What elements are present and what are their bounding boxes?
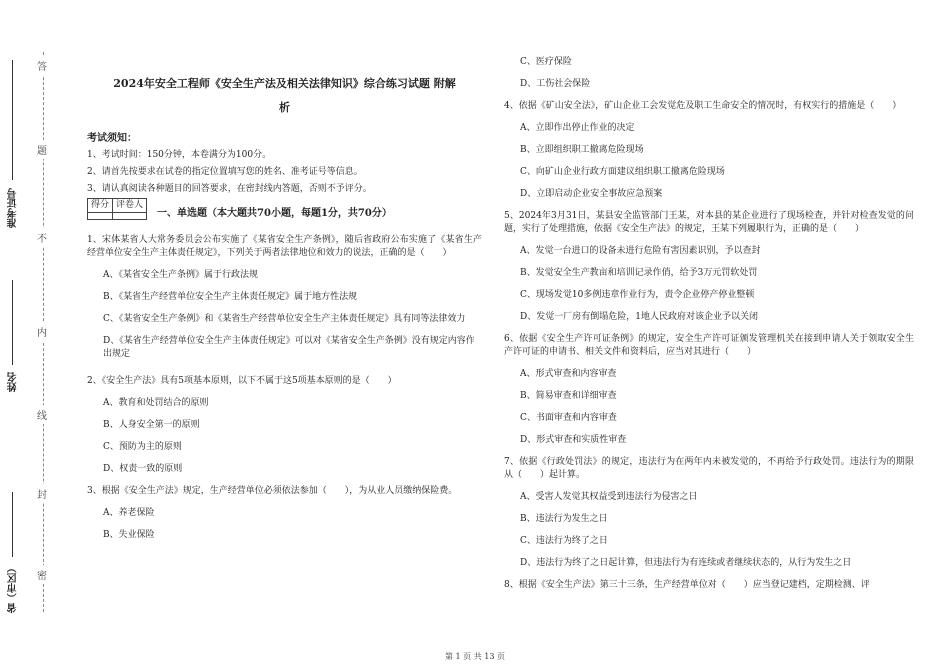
question-option: C、向矿山企业行政方面建议组织职工撤离危险现场 [520, 167, 725, 177]
question-7 [504, 456, 914, 570]
question-option: D、权责一致的原则 [103, 464, 183, 474]
question-3 [87, 485, 482, 542]
question-stem: 2、《安全生产法》具有5项基本原则，以下不属于这5项基本原则的是（ ） [87, 376, 397, 386]
name-label: 姓名 [8, 372, 19, 392]
question-option: A、立即作出停止作业的决定 [520, 123, 635, 133]
region-label: 省（市区） [8, 563, 19, 613]
exam-id-label: 准考证号 [8, 188, 19, 228]
question-stem: 4、依据《矿山安全法》，矿山企业工会发觉危及职工生命安全的情况时，有权实行的措施是（ ） [504, 101, 902, 111]
question-option: D、违法行为终了之日起计算，但违法行为有连续或者继续状态的，从行为发生之日 [520, 558, 852, 568]
question-option: D、立即启动企业安全事故应急预案 [520, 189, 663, 199]
question-option: A、受害人发觉其权益受到违法行为侵害之日 [520, 492, 698, 502]
margin-mark-line: 线 [37, 405, 47, 424]
question-stem: 6、依据《安全生产许可证条例》的规定，安全生产许可证颁发管理机关在接到申请人关于领取安全生产许可证的申请书、相关文件和资料后，应当对其进行（ ） [504, 334, 914, 357]
question-2 [87, 375, 482, 476]
question-option: B、《某省生产经营单位安全生产主体责任规定》属于地方性法规 [103, 292, 358, 302]
question-option: A、发觉一台进口的设备未进行危险有害因素识别，予以查封 [520, 246, 761, 256]
question-5 [504, 210, 914, 324]
question-stem: 5、2024年3月31日，某县安全监管部门王某，对本县的某企业进行了现场检查，并针对检查发觉的问题，实行了处理措施，依据《安全生产法》的规定，王某下列履职行为，正确的是（ ） [504, 211, 914, 234]
score-section-row [87, 202, 482, 220]
question-option: A、养老保险 [103, 508, 155, 518]
question-option: C、违法行为终了之日 [520, 536, 608, 546]
exam-id-fill-line [12, 60, 13, 180]
question-option: D、发觉一厂房有倒塌危险，1地人民政府对该企业予以关闭 [520, 312, 758, 322]
notice-item: 1、考试时间：150分钟，本卷满分为100分。 [87, 150, 272, 160]
question-option: D、《某省生产经营单位安全生产主体责任规定》可以对《某省安全生产条例》没有规定内容作出规定 [103, 336, 475, 359]
question-option: B、失业保险 [103, 530, 155, 540]
question-option: A、教育和处罚结合的原则 [103, 398, 209, 408]
title-line-1: 2024年安全工程师《安全生产法及相关法律知识》综合练习试题 附解 [113, 77, 456, 90]
question-option: B、违法行为发生之日 [520, 514, 608, 524]
question-4 [504, 100, 914, 201]
margin-mark-seal: 封 [37, 484, 47, 503]
question-option: D、形式审查和实质性审查 [520, 435, 627, 445]
name-fill-line [12, 280, 13, 365]
question-option: A、形式审查和内容审查 [520, 369, 617, 379]
question-stem: 3、根据《安全生产法》规定，生产经营单位必须依法参加（ ），为从业人员缴纳保险费。 [87, 486, 458, 496]
question-option: B、立即组织职工撤离危险现场 [520, 145, 644, 155]
right-column [504, 56, 914, 592]
reviewer-cell [113, 213, 147, 220]
reviewer-label: 评卷人 [113, 199, 147, 213]
question-option: C、现场发觉10多例违章作业行为，责令企业停产停业整顿 [520, 290, 755, 300]
question-option: A、《某省安全生产条例》属于行政法规 [103, 270, 259, 280]
margin-mark-answer: 答 [37, 56, 47, 75]
title-line-2: 析 [279, 101, 290, 114]
question-8 [504, 579, 914, 592]
question-option: C、预防为主的原则 [103, 442, 182, 452]
question-stem: 1、宋体某省人大常务委员会公布实施了《某省安全生产条例》，随后省政府公布实施了《某省生产经营单位安全生产主体责任规定》，下列关于两者法律地位和效力的说法，正确的是（ ） [87, 235, 482, 258]
score-label: 得分 [88, 199, 113, 213]
question-1 [87, 234, 482, 361]
question-option: B、人身安全第一的原则 [103, 420, 200, 430]
question-stem: 7、依据《行政处罚法》的规定，违法行为在两年内未被发觉的，不再给予行政处罚。违法行为的期限从（ ）起计算。 [504, 457, 914, 480]
notice-heading: 考试须知： [87, 133, 137, 144]
binding-margin [0, 0, 70, 671]
notice-item: 3、请认真阅读各种题目的回答要求，在密封线内答题，否则不予评分。 [87, 184, 372, 194]
section-title: 一、单选题（本大题共70小题，每题1分，共70分） [157, 208, 392, 219]
score-box [87, 198, 147, 220]
score-cell [88, 213, 113, 220]
left-column [87, 72, 482, 542]
page-title [87, 72, 482, 120]
question-option: B、发觉安全生产教亩和培训记录作俏，给予3万元罚软处罚 [520, 268, 758, 278]
question-6 [504, 333, 914, 447]
margin-mark-inside: 内 [37, 322, 47, 341]
page-footer: 第 1 页 共 13 页 [445, 652, 505, 661]
region-fill-line [12, 492, 13, 557]
question-option: C、《某省安全生产条例》和《某省生产经营单位安全生产主体责任规定》具有同等法律效力 [103, 314, 466, 324]
question-stem: 8、根据《安全生产法》第三十三条，生产经营单位对（ ）应当登记建档，定期检测、评 [504, 580, 870, 590]
question-option: C、医疗保险 [520, 57, 572, 67]
margin-mark-dense: 密 [37, 565, 47, 584]
margin-mark-question: 题 [37, 140, 47, 159]
question-option: B、简易审查和详细审查 [520, 391, 617, 401]
question-option: C、书面审查和内容审查 [520, 413, 617, 423]
question-option: D、工伤社会保险 [520, 79, 591, 89]
margin-mark-no: 不 [37, 228, 47, 247]
notice-item: 2、请首先按要求在试卷的指定位置填写您的姓名、准考证号等信息。 [87, 167, 363, 177]
